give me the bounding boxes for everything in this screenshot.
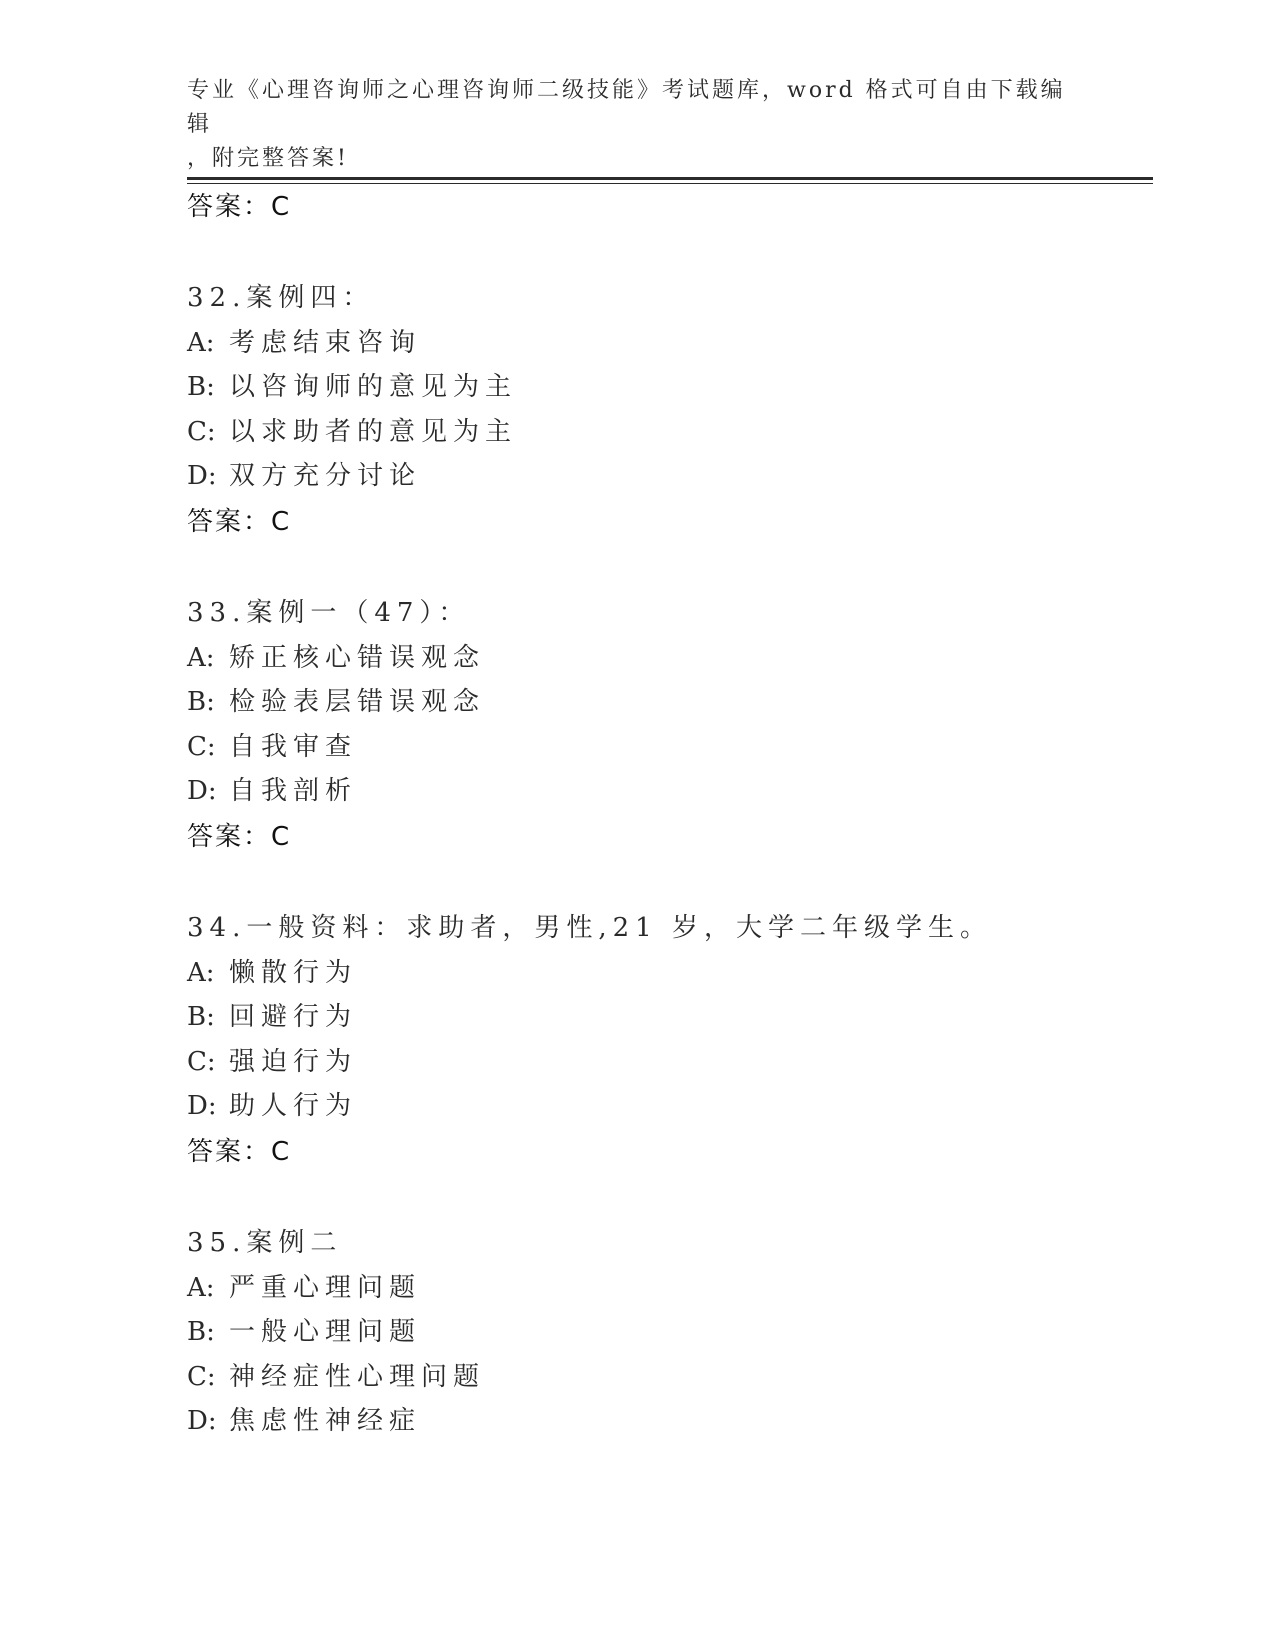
question-option	[187, 1089, 357, 1123]
option-letter: B:	[187, 687, 215, 717]
answer-value: C	[271, 192, 292, 222]
option-text: 焦虑性神经症	[229, 1406, 422, 1436]
question-option	[187, 774, 357, 808]
question-stem: 35.案例二	[187, 1228, 343, 1258]
option-text: 严重心理问题	[229, 1273, 422, 1303]
option-text: 神经症性心理问题	[229, 1362, 486, 1392]
question-option	[187, 370, 517, 404]
option-text: 检验表层错误观念	[229, 687, 486, 717]
option-letter: A:	[187, 958, 215, 988]
header-divider-thick	[187, 177, 1153, 180]
option-letter: D:	[187, 461, 217, 491]
question-option	[187, 685, 485, 719]
question-answer: 答案：C	[187, 507, 292, 537]
option-letter: D:	[187, 776, 217, 806]
option-text: 强迫行为	[229, 1047, 358, 1077]
option-letter: A:	[187, 1273, 215, 1303]
question-answer: 答案：C	[187, 1137, 292, 1167]
header-line-1: 专业《心理咨询师之心理咨询师二级技能》考试题库，word 格式可自由下载编辑	[187, 78, 1066, 137]
question-option	[187, 641, 485, 675]
question-option	[187, 1045, 357, 1079]
question-stem: 33.案例一（47）：	[187, 598, 471, 628]
question-option	[187, 1360, 485, 1394]
option-letter: C:	[187, 417, 216, 447]
header-line-2: ，附完整答案!	[187, 146, 349, 171]
previous-answer	[187, 190, 291, 224]
question-option	[187, 1271, 421, 1305]
option-text: 回避行为	[229, 1002, 358, 1032]
question-option	[187, 1315, 421, 1349]
option-text: 考虑结束咨询	[229, 328, 422, 358]
question-option	[187, 1404, 421, 1438]
option-letter: B:	[187, 1002, 215, 1032]
question-stem: 34.一般资料：求助者，男性,21 岁，大学二年级学生。	[187, 913, 992, 943]
option-letter: D:	[187, 1406, 217, 1436]
option-text: 以求助者的意见为主	[229, 417, 518, 447]
option-text: 以咨询师的意见为主	[229, 372, 518, 402]
option-text: 自我剖析	[229, 776, 358, 806]
option-letter: B:	[187, 1317, 215, 1347]
option-letter: C:	[187, 1362, 216, 1392]
option-letter: A:	[187, 328, 215, 358]
option-letter: D:	[187, 1091, 217, 1121]
question-option	[187, 730, 357, 764]
option-text: 懒散行为	[229, 958, 358, 988]
document-header	[187, 74, 1067, 176]
option-text: 助人行为	[229, 1091, 358, 1121]
option-text: 自我审查	[229, 732, 358, 762]
question-answer: 答案：C	[187, 822, 292, 852]
question-option	[187, 956, 357, 990]
question-option	[187, 1000, 357, 1034]
option-text: 双方充分讨论	[229, 461, 422, 491]
option-letter: C:	[187, 1047, 216, 1077]
answer-prefix: 答案：	[187, 192, 272, 222]
question-option	[187, 459, 421, 493]
option-text: 一般心理问题	[229, 1317, 422, 1347]
option-text: 矫正核心错误观念	[229, 643, 486, 673]
question-stem: 32.案例四：	[187, 283, 375, 313]
option-letter: C:	[187, 732, 216, 762]
option-letter: B:	[187, 372, 215, 402]
option-letter: A:	[187, 643, 215, 673]
header-divider-thin	[187, 183, 1153, 184]
question-option	[187, 326, 421, 360]
question-option	[187, 415, 517, 449]
